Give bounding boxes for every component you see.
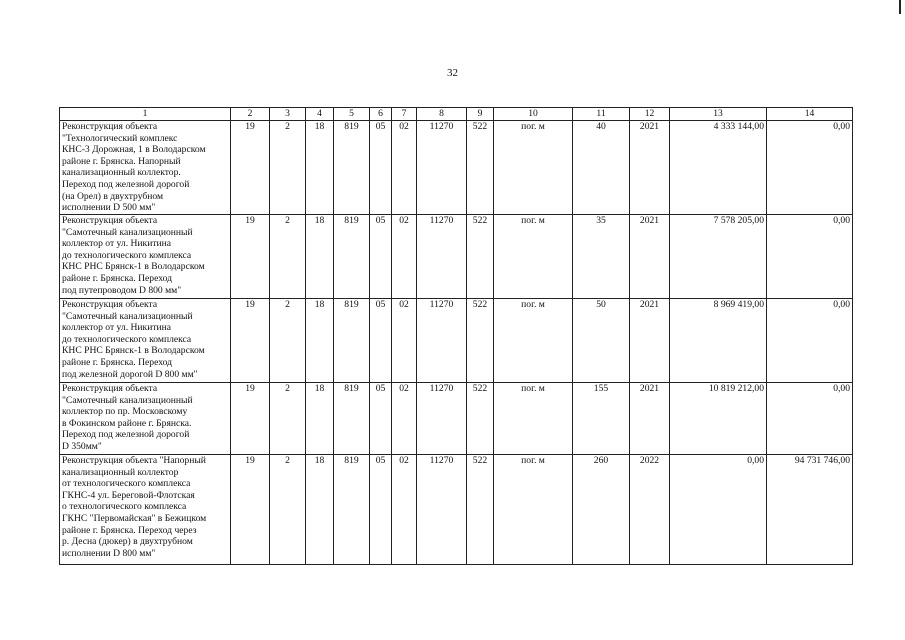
cell-unit: пог. м (494, 299, 573, 383)
cell-col7: 02 (392, 215, 417, 299)
cell-col3: 2 (270, 215, 306, 299)
cell-col5: 819 (334, 455, 370, 565)
cell-col2: 19 (231, 299, 270, 383)
cell-col7: 02 (392, 299, 417, 383)
cell-col8: 11270 (417, 121, 467, 215)
table-row (60, 299, 853, 383)
cell-col8: 11270 (417, 299, 467, 383)
cell-year: 2021 (630, 215, 670, 299)
cell-amount-13: 0,00 (670, 455, 767, 565)
cell-col8: 11270 (417, 383, 467, 455)
cell-amount-13: 8 969 419,00 (670, 299, 767, 383)
table-row (60, 455, 853, 565)
cell-col2: 19 (231, 383, 270, 455)
cell-col5: 819 (334, 383, 370, 455)
cell-quantity: 260 (573, 455, 630, 565)
cell-col9: 522 (467, 455, 494, 565)
cell-col7: 02 (392, 455, 417, 565)
column-header: 5 (334, 108, 370, 121)
cell-year: 2022 (630, 455, 670, 565)
column-header: 7 (392, 108, 417, 121)
column-header: 4 (306, 108, 334, 121)
budget-table (59, 107, 853, 565)
cell-col2: 19 (231, 215, 270, 299)
cell-col6: 05 (370, 121, 392, 215)
cell-col4: 18 (306, 215, 334, 299)
cell-col9: 522 (467, 299, 494, 383)
cell-amount-14: 94 731 746,00 (767, 455, 853, 565)
cell-col6: 05 (370, 215, 392, 299)
cell-quantity: 35 (573, 215, 630, 299)
column-header: 3 (270, 108, 306, 121)
cell-col7: 02 (392, 121, 417, 215)
cell-amount-13: 10 819 212,00 (670, 383, 767, 455)
cell-amount-14: 0,00 (767, 299, 853, 383)
cell-unit: пог. м (494, 121, 573, 215)
object-description: Реконструкция объекта "Технологический комплекс КНС-3 Дорожная, 1 в Володарском районе г. Брянска. Напорный канализационный коллектор. Переход под железной дорогой (на Орел) в двухтрубном исполнении D 500 мм" (60, 121, 231, 215)
cell-amount-13: 7 578 205,00 (670, 215, 767, 299)
column-header: 1 (60, 108, 231, 121)
column-header: 10 (494, 108, 573, 121)
cell-amount-13: 4 333 144,00 (670, 121, 767, 215)
cell-quantity: 155 (573, 383, 630, 455)
cell-col9: 522 (467, 121, 494, 215)
object-description: Реконструкция объекта "Напорный канализационный коллектор от технологического комплекса ГКНС-4 ул. Береговой-Флотская о технологического комплекса ГКНС "Первомайская" в Бежицком районе г. Брянска. Переход через р. Десна (дюкер) в двухтрубном исполнении D 800 мм" (60, 455, 231, 565)
cell-amount-14: 0,00 (767, 121, 853, 215)
cell-year: 2021 (630, 121, 670, 215)
cell-col5: 819 (334, 299, 370, 383)
cell-year: 2021 (630, 383, 670, 455)
cell-col3: 2 (270, 299, 306, 383)
cell-col9: 522 (467, 383, 494, 455)
cell-col6: 05 (370, 383, 392, 455)
cell-year: 2021 (630, 299, 670, 383)
cell-col4: 18 (306, 299, 334, 383)
table-row (60, 215, 853, 299)
cell-col2: 19 (231, 121, 270, 215)
cell-col6: 05 (370, 299, 392, 383)
cell-quantity: 50 (573, 299, 630, 383)
scan-edge-mark (899, 0, 901, 14)
table-header-row (60, 108, 853, 121)
cell-col8: 11270 (417, 215, 467, 299)
cell-col9: 522 (467, 215, 494, 299)
cell-col6: 05 (370, 455, 392, 565)
column-header: 14 (767, 108, 853, 121)
column-header: 9 (467, 108, 494, 121)
cell-col3: 2 (270, 383, 306, 455)
cell-amount-14: 0,00 (767, 215, 853, 299)
table-row (60, 121, 853, 215)
column-header: 13 (670, 108, 767, 121)
column-header: 6 (370, 108, 392, 121)
cell-unit: пог. м (494, 455, 573, 565)
cell-col4: 18 (306, 383, 334, 455)
object-description: Реконструкция объекта "Самотечный канализационный коллектор от ул. Никитина до технологического комплекса КНС РНС Брянск-1 в Володарском районе г. Брянска. Переход под железной дорогой D 800 мм" (60, 299, 231, 383)
cell-col3: 2 (270, 455, 306, 565)
cell-col3: 2 (270, 121, 306, 215)
cell-unit: пог. м (494, 215, 573, 299)
object-description: Реконструкция объекта "Самотечный канализационный коллектор по пр. Московскому в Фокинском районе г. Брянска. Переход под железной дорогой D 350мм" (60, 383, 231, 455)
cell-col5: 819 (334, 215, 370, 299)
cell-col7: 02 (392, 383, 417, 455)
cell-col5: 819 (334, 121, 370, 215)
column-header: 12 (630, 108, 670, 121)
cell-col4: 18 (306, 121, 334, 215)
cell-col4: 18 (306, 455, 334, 565)
column-header: 2 (231, 108, 270, 121)
page-number: 32 (447, 67, 458, 79)
column-header: 11 (573, 108, 630, 121)
cell-col2: 19 (231, 455, 270, 565)
cell-quantity: 40 (573, 121, 630, 215)
cell-unit: пог. м (494, 383, 573, 455)
object-description: Реконструкция объекта "Самотечный канализационный коллектор от ул. Никитина до технологического комплекса КНС РНС Брянск-1 в Володарском районе г. Брянска. Переход под путепроводом D 800 мм" (60, 215, 231, 299)
cell-amount-14: 0,00 (767, 383, 853, 455)
table-row (60, 383, 853, 455)
column-header: 8 (417, 108, 467, 121)
cell-col8: 11270 (417, 455, 467, 565)
